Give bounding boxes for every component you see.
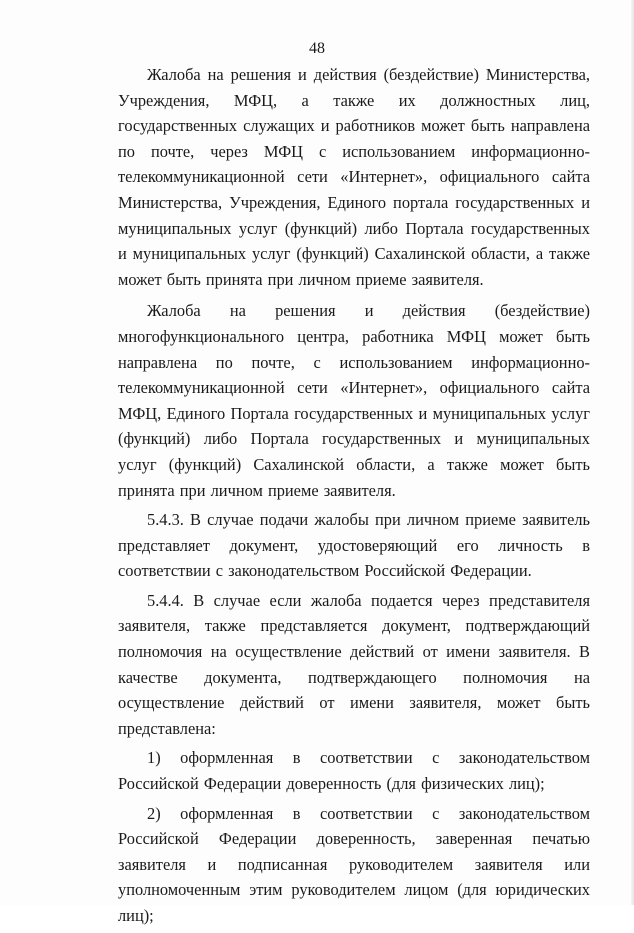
paragraph-5-4-3: 5.4.3. В случае подачи жалобы при личном приеме заявитель представляет документ, удостоверяющий его личность в соответствии с законодательством Российской Федерации. [118,510,590,581]
list-item-2: 2) оформленная в соответствии с законодательством Российской Федерации доверенность, заверенная печатью заявителя и подписанная руководителем заявителя или уполномоченным этим руководителем лицом (для юридических лиц); [118,803,590,925]
list-item-1: 1) оформленная в соответствии с законодательством Российской Федерации доверенность (для физических лиц); [118,748,590,794]
page-number: 48 [309,40,325,57]
document-body [118,62,590,933]
paragraph-complaint-mfc: Жалоба на решения и действия (бездействие) многофункционального центра, работника МФЦ может быть направлена по почте, с использованием информационно-телекоммуникационной сети «Интернет», официального сайта МФЦ, Единого Портала государственных и муниципальных услуг (функций) либо Портала государственных и муниципальных услуг (функций) Сахалинской области, а также может быть принята при личном приеме заявителя. [118,301,590,500]
paragraph-complaint-ministry: Жалоба на решения и действия (бездействие) Министерства, Учреждения, МФЦ, а также их должностных лиц, государственных служащих и работников может быть направлена по почте, через МФЦ с использованием информационно-телекоммуникационной сети «Интернет», официального сайта Министерства, Учреждения, Единого портала государственных и муниципальных услуг (функций) либо Портала государственных и муниципальных услуг (функций) Сахалинской области, а также может быть принята при личном приеме заявителя. [118,65,590,289]
paragraph-5-4-4: 5.4.4. В случае если жалоба подается через представителя заявителя, также представляется документ, подтверждающий полномочия на осуществление действий от имени заявителя. В качестве документа, подтверждающего полномочия на осуществление действий от имени заявителя, может быть представлена: [118,590,590,738]
